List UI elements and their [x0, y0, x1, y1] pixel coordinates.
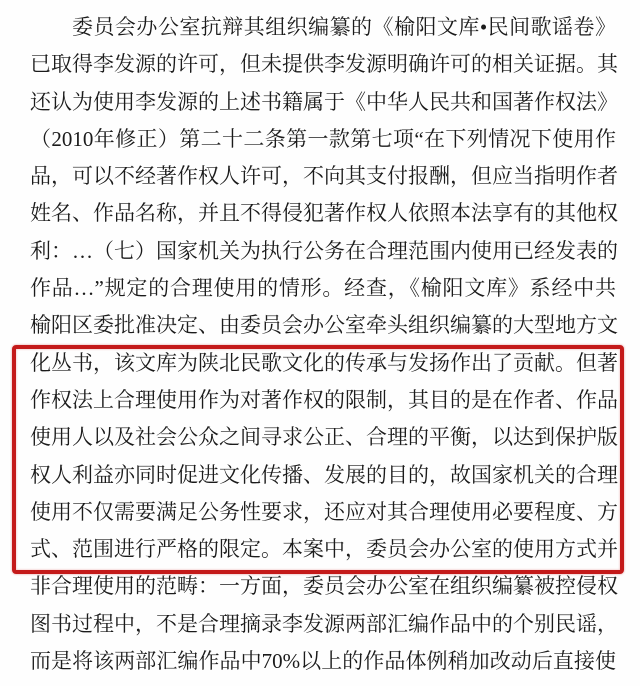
text-line: 品，可以不经著作权人许可，不向其支付报酬，但应当指明作者	[30, 164, 618, 189]
text-line: 作权法上合理使用作为对著作权的限制，其目的是在作者、作品	[30, 387, 618, 412]
text-line: 而是将该两部汇编作品中70%以上的作品体例稍加改动后直接使	[30, 649, 616, 674]
text-line: 作品…”规定的合理使用的情形。经查，《榆阳文库》系经中共	[30, 276, 616, 301]
text-line: 非合理使用的范畴：一方面，委员会办公室在组织编纂被控侵权	[30, 574, 618, 599]
text-line: 图书过程中，不是合理摘录李发源两部汇编作品中的个别民谣，	[30, 611, 618, 636]
legal-text-paragraph	[30, 9, 616, 680]
text-line: 委员会办公室抗辩其组织编纂的《榆阳文库•民间歌谣卷》	[72, 15, 616, 39]
text-line: 利：…（七）国家机关为执行公务在合理范围内使用已经发表的	[30, 238, 618, 263]
text-line: 使用不仅需要满足公务性要求，还应对其合理使用必要程度、方	[30, 499, 618, 524]
text-line: 权人利益亦同时促进文化传播、发展的目的，故国家机关的合理	[30, 462, 618, 487]
text-line: 式、范围进行严格的限定。本案中，委员会办公室的使用方式并	[30, 537, 618, 562]
text-line: 姓名、作品名称，并且不得侵犯著作权人依照本法享有的其他权	[30, 201, 618, 226]
text-line: 榆阳区委批准决定、由委员会办公室牵头组织编纂的大型地方文	[30, 313, 618, 338]
text-line: （2010年修正）第二十二条第一款第七项“在下列情况下使用作	[30, 126, 616, 151]
text-line: 使用人以及社会公众之间寻求公正、合理的平衡，以达到保护版	[30, 425, 618, 450]
text-line: 已取得李发源的许可，但未提供李发源明确许可的相关证据。其	[30, 52, 618, 77]
text-line: 化丛书，该文库为陕北民歌文化的传承与发扬作出了贡献。但著	[30, 350, 618, 375]
text-line: 还认为使用李发源的上述书籍属于《中华人民共和国著作权法》	[30, 89, 618, 114]
